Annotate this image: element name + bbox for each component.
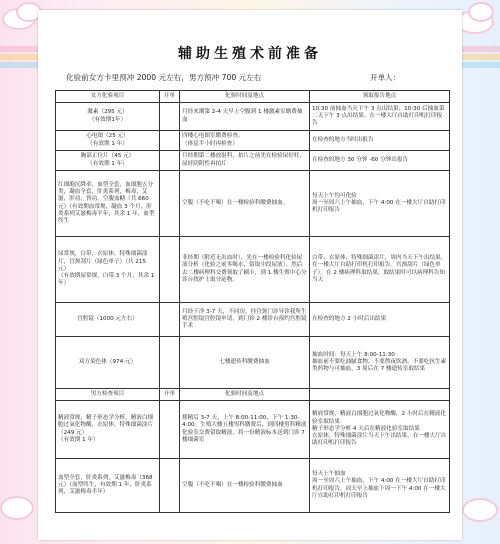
opener-cell	[160, 171, 180, 237]
table-row	[56, 401, 450, 459]
column-header: 领取报告地点	[310, 91, 450, 103]
cloud-decoration-icon	[464, 500, 496, 520]
opener-cell	[160, 459, 180, 513]
report-cell: 精液常规，精液白细胞过氧化物酶，2 小时后在精液化验室取结果 精子形态学分析 4 天后在精液化验室取结果 衣原体，特殊细菌涂片当天下午出结果，在一楼大厅自助打印机打印报告	[310, 401, 450, 459]
table-row	[56, 337, 450, 389]
document-page	[38, 10, 462, 540]
opener-cell	[160, 151, 180, 171]
table-row	[56, 459, 450, 513]
time-place-cell: 七楼遗传科缴费抽血	[180, 337, 310, 389]
opener-cell	[160, 103, 180, 131]
report-cell: 抽血时间：每天上午 8:00-11:30 抽血前不要吃油腻食物，不要熬夜饮酒，不要吃抗生素类药物与可抽血，3 周后在 7 楼遗传室取结果	[310, 337, 450, 389]
column-header: 化验时间及地点	[180, 91, 310, 103]
item-cell: 心电图（25 元） （有效期 1 年）	[56, 131, 160, 151]
table-row	[56, 131, 450, 151]
item-cell: 尿常规，白带，衣原体，特殊细菌涂片，宫颈刮片（绿色单子）（共 215 元） （有效期尿常规，白带 3 个月，其余 1 年）	[56, 237, 160, 303]
time-place-cell: 月经期第二楼放射科，拍片之前先在检验尿好妊，尿妊阴阴性再拍片	[180, 151, 310, 171]
table-row	[56, 237, 450, 303]
cloud-decoration-icon	[18, 4, 40, 20]
item-cell: 血型全套，肝炎系列，艾滋梅毒（368 元）（血型终生，有效期 1 年，肝炎系列，艾滋梅毒半年）	[56, 459, 160, 513]
column-header	[310, 389, 450, 401]
opener-cell	[160, 237, 180, 303]
cloud-decoration-icon	[470, 4, 492, 20]
opener-cell	[160, 401, 180, 459]
cloud-decoration-icon	[2, 498, 32, 518]
item-cell: 激素（295 元） （有效期1年）	[56, 103, 160, 131]
report-cell: 每天上午抽血 周一至周六上午抽血，下午 4:00 在一楼大厅自助打印机打印报告，周天早上抽血下周一下午 4:00 在一楼大厅自助打印机打印报告	[310, 459, 450, 513]
report-cell: 在检查的地方 2 小时后出结果	[310, 303, 450, 337]
report-cell: 白带，衣原体，特殊细菌涂片，周内当天下午出结果。在一楼大厅自助打印机打印报告。宫颈刮片（绿色单子）。在 2 楼病理科取结果，取结果时可以病理科告知当天	[310, 237, 450, 303]
column-header: 男方检查项目	[56, 389, 160, 401]
time-place-cell: 月经来潮第 2-4 天早上空腹到 1 楼激素室缴费抽血	[180, 103, 310, 131]
opener-cell	[160, 337, 180, 389]
time-place-cell: 排精后 3-7 天，上午 8:00-11:00，下午 1:30-4:00。生殖大楼五楼男科缴费后，到四楼男科精液化验室交费留取精液，将一份精液标本送到门诊 7 楼细菌室	[180, 401, 310, 459]
item-cell: 宫腔镜（1000 元左右）	[56, 303, 160, 337]
column-header: 开单	[160, 91, 180, 103]
item-cell: 红细胞沉降率，血型全套，血细胞五分类，凝血全套，肝炎系列，梅毒，艾滋，肝功，肾功，空腹血糖（共 660 元）（有效期血常规，凝血 3 个月，肝炎系列艾滋梅毒半年，其余 1 年，血型终生	[56, 171, 160, 237]
table-row	[56, 303, 450, 337]
opener-cell	[160, 303, 180, 337]
report-cell: 在检查的地方当时出报告	[310, 131, 450, 151]
item-cell: 双方染色体（974 元）	[56, 337, 160, 389]
time-place-cell: 空腹（不吃不喝）在一楼检验科缴费抽血	[180, 459, 310, 513]
report-cell: 每天上午均可化验 周一至周六上午抽血，下午 4:00 在一楼大厅自助打印机打印报告	[310, 171, 450, 237]
table-header-row	[56, 91, 450, 103]
time-place-cell: 空腹（不吃不喝）在一楼检验科缴费抽血。	[180, 171, 310, 237]
time-place-cell: 月经干净 3-7 天，不同房，挂宫颈门诊导诊我所生殖宫腔镜宫腔镜申请，到门诊 2 楼诊台预约宫腔镜手术	[180, 303, 310, 337]
report-cell: 在检查的地方 30 分钟 -60 分钟出报告	[310, 151, 450, 171]
column-header: 开单	[160, 389, 180, 401]
item-cell: 胸部正位片（45 元） （有效期 1 年）	[56, 151, 160, 171]
column-header: 女方化验项目	[56, 91, 160, 103]
preparation-table	[55, 90, 450, 513]
opener-cell	[160, 131, 180, 151]
page-title: 辅助生殖术前准备	[178, 46, 322, 62]
time-place-cell: 非经期（附近无出血时），先在一楼检验科化验尿液分析（化验之前多喝水，留取中段尿液），然后去二楼病理科交费领取了刷卡，到 1 楼生殖中心分诊台找护士取分泌物。	[180, 237, 310, 303]
prepay-note: 化验前女方卡里预冲 2000 元左右，男方预冲 700 元左右	[66, 73, 262, 82]
item-cell: 精液常规，精子形态学分析，精液白细胞过氧化物酶，衣原体，特殊细菌涂片（249 元） （有效期 1 年）	[56, 401, 160, 459]
table-row	[56, 103, 450, 131]
table-row	[56, 151, 450, 171]
table-header-row	[56, 389, 450, 401]
column-header: 化验时间及地点	[180, 389, 310, 401]
applicant-label: 开单人：	[370, 73, 401, 82]
time-place-cell: 四楼心电图室缴费检查。 （体息半小时再检查）	[180, 131, 310, 151]
report-cell: 10:30 前抽血当天下午 3 点出结果；10:30 后抽血第二天下午 3 点出结果。在一楼大厅自助打印机打印报告	[310, 103, 450, 131]
table-row	[56, 171, 450, 237]
